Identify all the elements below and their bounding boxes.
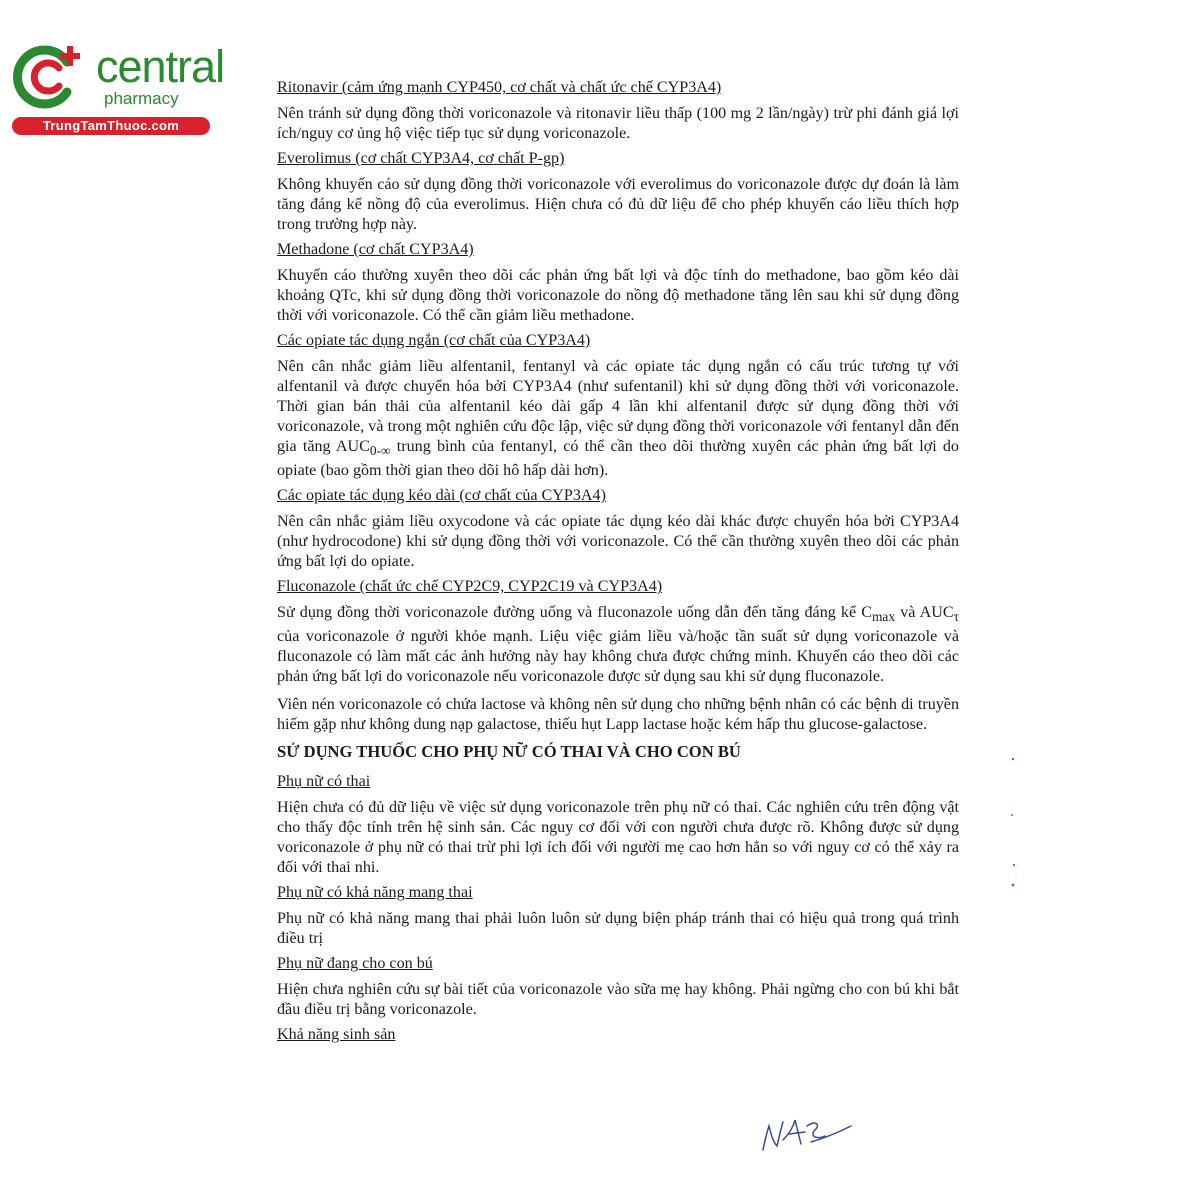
subheading-fluconazole: Fluconazole (chất ức chế CYP2C9, CYP2C19 và CYP3A4) — [277, 578, 663, 596]
subheading-short-opiates: Các opiate tác dụng ngắn (cơ chất của CYP3A4) — [277, 332, 591, 349]
subheading-ritonavir: Ritonavir (cảm ứng mạnh CYP450, cơ chất và chất ức chế CYP3A4) — [277, 79, 722, 96]
subheading-pregnant-women: Phụ nữ có thai — [277, 773, 371, 791]
paragraph-methadone: Khuyến cáo thường xuyên theo dõi các phản ứng bất lợi và độc tính do methadone, bao gồm kéo dài khoảng QTc, khi sử dụng đồng thời voriconazole do nồng độ methadone tăng lên sau khi sử dụng đồng thời với voriconazole. Có thể cần giảm liều methadone. — [277, 267, 959, 324]
paragraph-long-opiates: Nên cân nhắc giảm liều oxycodone và các opiate tác dụng kéo dài khác được chuyển hóa bởi CYP3A4 (như hydrocodone) khi sử dụng đồng thời với voriconazole. Có thể cần thường xuyên theo dõi các phản ứng bất lợi do opiate. — [277, 513, 959, 571]
subheading-everolimus: Everolimus (cơ chất CYP3A4, cơ chất P-gp) — [277, 150, 565, 167]
handwritten-signature — [755, 1110, 855, 1158]
subheading-childbearing: Phụ nữ có khả năng mang thai — [277, 884, 473, 902]
central-pharmacy-logo-icon — [12, 40, 86, 114]
brand-logo — [10, 38, 225, 138]
paragraph-fluconazole: Sử dụng đồng thời voriconazole đường uống và fluconazole uống dẫn đến tăng đáng kể $C_{max}$ và $AUC_\tau$ của voriconazole ở người khỏe mạnh. Liệu việc giảm liều và/hoặc tần suất sử dụng voriconazole và fluconazole có làm mất các ảnh hưởng này hay không chưa được chứng minh. Khuyến cáo theo dõi các phản ứng bất lợi do voriconazole nếu voriconazole được sử dụng sau khi sử dụng fluconazole. — [277, 604, 960, 686]
paragraph-short-opiates: Nên cân nhắc giảm liều alfentanil, fentanyl và các opiate tác dụng ngắn có cấu trúc tương tự với alfentanil và được chuyển hóa bởi CYP3A4 (như sufentanil) khi sử dụng đồng thời với voriconazole. Thời gian bán thải của alfentanil kéo dài gấp 4 lần khi alfentanil được sử dụng đồng thời với voriconazole, và trong một nghiên cứu độc lập, việc sử dụng đồng thời voriconazole với fentanyl dẫn đến gia tăng $AUC_{0-\infty}$ trung bình của fentanyl, có thể cần theo dõi thường xuyên các phản ứng bất lợi do opiate (bao gồm thời gian theo dõi hô hấp dài hơn). — [277, 358, 959, 480]
document-body — [277, 78, 959, 1047]
paragraph-ritonavir: Nên tránh sử dụng đồng thời voriconazole và ritonavir liều thấp (100 mg 2 lần/ngày) trừ phi đánh giá lợi ích/nguy cơ ủng hộ việc tiếp tục sử dụng voriconazole. — [277, 105, 959, 142]
subheading-long-opiates: Các opiate tác dụng kéo dài (cơ chất của CYP3A4) — [277, 487, 606, 505]
subheading-methadone: Methadone (cơ chất CYP3A4) — [277, 241, 474, 258]
logo-subtitle: pharmacy — [104, 89, 179, 108]
paragraph-breastfeeding: Hiện chưa nghiên cứu sự bài tiết của voriconazole vào sữa mẹ hay không. Phải ngừng cho con bú khi bắt đầu điều trị bằng voriconazole. — [277, 981, 959, 1019]
section-heading-pregnancy: SỬ DỤNG THUỐC CHO PHỤ NỮ CÓ THAI VÀ CHO CON BÚ — [277, 742, 741, 762]
paragraph-pregnant-women: Hiện chưa có đủ dữ liệu về việc sử dụng voriconazole trên phụ nữ có thai. Các nghiên cứu trên động vật cho thấy độc tính trên hệ sinh sản. Các nguy cơ đối với con người chưa được rõ. Không được sử dụng voriconazole ở phụ nữ có thai trừ phi lợi ích đối với người mẹ cao hơn hẳn so với nguy cơ có thể xảy ra đối với thai nhi. — [277, 799, 959, 877]
logo-website-banner: TrungTamThuoc.com — [12, 117, 210, 135]
logo-brand-name: central — [96, 41, 225, 92]
subheading-breastfeeding: Phụ nữ đang cho con bú — [277, 955, 433, 973]
paragraph-childbearing: Phụ nữ có khả năng mang thai phải luôn luôn sử dụng biện pháp tránh thai có hiệu quả trong quá trình điều trị — [277, 910, 959, 948]
subheading-fertility: Khả năng sinh sản — [277, 1026, 396, 1044]
paragraph-everolimus: Không khuyến cáo sử dụng đồng thời voriconazole với everolimus do voriconazole được dự đoán là làm tăng đáng kể nồng độ của everolimus. Hiện chưa có đủ dữ liệu để cho phép khuyến cáo liều thích hợp trong trường hợp này. — [277, 176, 959, 233]
paragraph-lactose: Viên nén voriconazole có chứa lactose và không nên sử dụng cho những bệnh nhân có các bệnh di truyền hiếm gặp như không dung nạp galactose, thiếu hụt Lapp lactase hoặc kém hấp thu glucose-galactose. — [277, 696, 959, 734]
margin-marks — [1008, 745, 1018, 895]
